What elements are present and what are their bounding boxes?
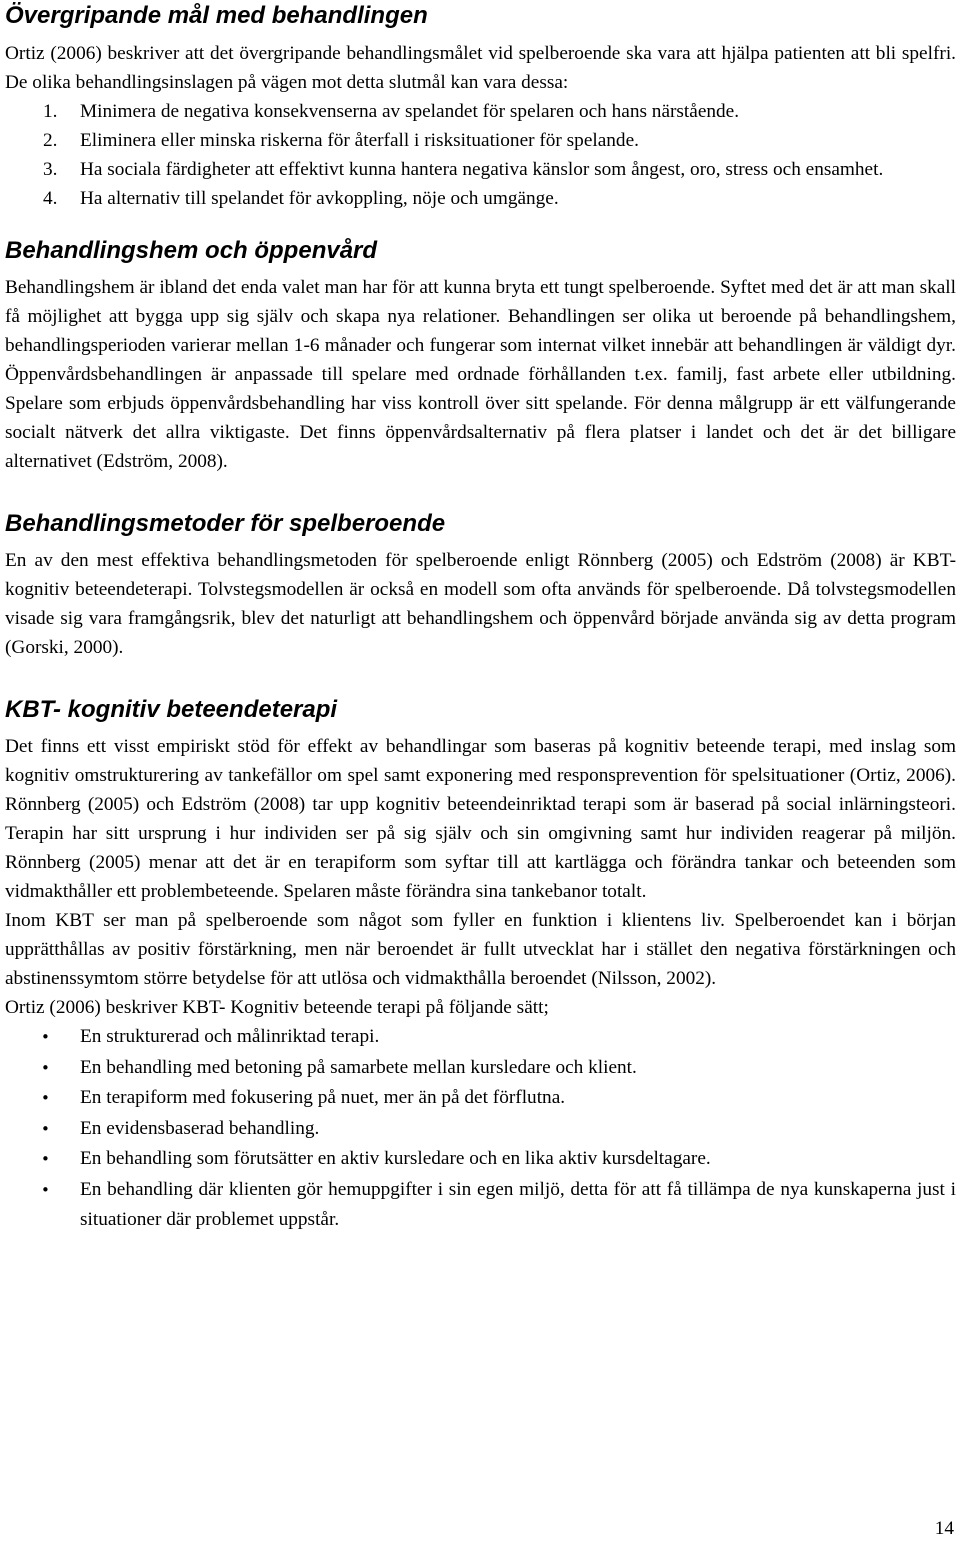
section-overall-goals xyxy=(5,2,956,213)
body-paragraph: Ortiz (2006) beskriver KBT- Kognitiv beteende terapi på följande sätt; xyxy=(5,997,549,1018)
list-item-text: Eliminera eller minska riskerna för återfall i risksituationer för spelande. xyxy=(80,130,639,151)
body-paragraph: Det finns ett visst empiriskt stöd för effekt av behandlingar som baseras på kognitiv beteende terapi, med inslag som kognitiv omstrukturering av tankefällor om spel samt exponering med responsprevention för spelsituationer (Ortiz, 2006). Rönnberg (2005) och Edström (2008) tar upp kognitiv beteendeinriktad terapi som är baserad på social inlärningsteori. Terapin har sitt ursprung i hur individen ser på sig själv och sin omgivning samt hur individen reagerar på miljön. Rönnberg (2005) menar att det är en terapiform som syftar till att kartlägga och förändra tankar och beteenden som vidmakthåller ett problembeteende. Spelaren måste förändra sina tankebanor totalt. xyxy=(5,736,956,902)
section-heading: Övergripande mål med behandlingen xyxy=(5,2,428,29)
bullet-list xyxy=(5,1022,956,1236)
section-heading: KBT- kognitiv beteendeterapi xyxy=(5,696,338,723)
body-paragraph: En av den mest effektiva behandlingsmetoden för spelberoende enligt Rönnberg (2005) och Edström (2008) är KBT- kognitiv beteendeterapi. Tolvstegsmodellen är också en modell som ofta används för spelberoende. Då tolvstegsmodellen visade sig vara framgångsrik, blev det naturligt att behandlingshem och öppenvård började använda sig av detta program (Gorski, 2000). xyxy=(5,550,956,658)
bullet-icon: • xyxy=(41,1028,50,1046)
list-item xyxy=(5,1114,956,1145)
section-heading: Behandlingshem och öppenvård xyxy=(5,237,378,264)
list-item xyxy=(5,1083,956,1114)
list-item xyxy=(5,97,956,126)
list-item-text: Minimera de negativa konsekvenserna av spelandet för spelaren och hans närstående. xyxy=(80,101,740,122)
list-item-text: En strukturerad och målinriktad terapi. xyxy=(80,1026,380,1047)
list-item-text: Ha sociala färdigheter att effektivt kunna hantera negativa känslor som ångest, oro, stress och ensamhet. xyxy=(80,159,884,180)
page-number: 14 xyxy=(934,1518,954,1539)
section-treatment-methods xyxy=(5,510,956,662)
body-paragraph: Behandlingshem är ibland det enda valet man har för att kunna bryta ett tungt spelberoende. Syftet med det är att man skall få möjlighet att bygga upp sig själv och skapa nya relationer. Behandlingen ser olika ut beroende på behandlingshem, behandlingsperioden varierar mellan 1-6 månader och fungerar som internat vilket innebär att behandlingen är väldigt dyr. Öppenvårdsbehandlingen är anpassade till spelare med ordnade förhållanden t.ex. familj, fast arbete eller utbildning. Spelare som erbjuds öppenvårdsbehandling har viss kontroll över sitt spelande. För denna målgrupp är ett välfungerande socialt nätverk det allra viktigaste. Det finns öppenvårdsalternativ på flera platser i landet och det är det billigare alternativet (Edström, 2008). xyxy=(5,277,956,472)
section-treatment-homes xyxy=(5,237,956,476)
list-item xyxy=(5,1022,956,1053)
list-item xyxy=(5,1175,956,1236)
body-paragraph: Inom KBT ser man på spelberoende som något som fyller en funktion i klientens liv. Spelberoendet kan i början upprätthållas av positiv förstärkning, men när beroendet är fullt utvecklat har i stället den negativa förstärkningen och abstinenssymtom större betydelse för att utlösa och vidmakthålla beroendet (Nilsson, 2002). xyxy=(5,910,956,989)
list-item-text: En evidensbaserad behandling. xyxy=(80,1117,320,1139)
list-number: 3. xyxy=(43,159,58,180)
numbered-list xyxy=(5,97,956,213)
list-item xyxy=(5,1053,956,1084)
bullet-icon: • xyxy=(41,1180,50,1199)
list-item xyxy=(5,126,956,155)
list-item-text: En behandling med betoning på samarbete mellan kursledare och klient. xyxy=(80,1056,637,1078)
list-item-text: En behandling som förutsätter en aktiv kursledare och en lika aktiv kursdeltagare. xyxy=(80,1148,711,1169)
bullet-icon: • xyxy=(41,1058,50,1077)
list-item xyxy=(5,1144,956,1175)
bullet-icon: • xyxy=(41,1089,50,1107)
bullet-icon: • xyxy=(41,1119,50,1138)
list-number: 1. xyxy=(43,101,58,122)
document-page xyxy=(5,0,956,1236)
list-item xyxy=(5,155,956,184)
list-item xyxy=(5,184,956,213)
list-number: 2. xyxy=(43,130,58,151)
list-number: 4. xyxy=(43,188,58,209)
section-cbt xyxy=(5,696,956,1236)
intro-paragraph: Ortiz (2006) beskriver att det övergripande behandlingsmålet vid spelberoende ska vara att hjälpa patienten att bli spelfri. De olika behandlingsinslagen på vägen mot detta slutmål kan vara dessa: xyxy=(5,43,956,93)
list-item-text: En terapiform med fokusering på nuet, mer än på det förflutna. xyxy=(80,1087,566,1108)
section-heading: Behandlingsmetoder för spelberoende xyxy=(5,510,446,537)
bullet-icon: • xyxy=(41,1150,50,1168)
list-item-text: En behandling där klienten gör hemuppgifter i sin egen miljö, detta för att få tillämpa de nya kunskaperna just i situationer där problemet uppstår. xyxy=(80,1178,956,1230)
list-item-text: Ha alternativ till spelandet för avkoppling, nöje och umgänge. xyxy=(80,188,559,209)
